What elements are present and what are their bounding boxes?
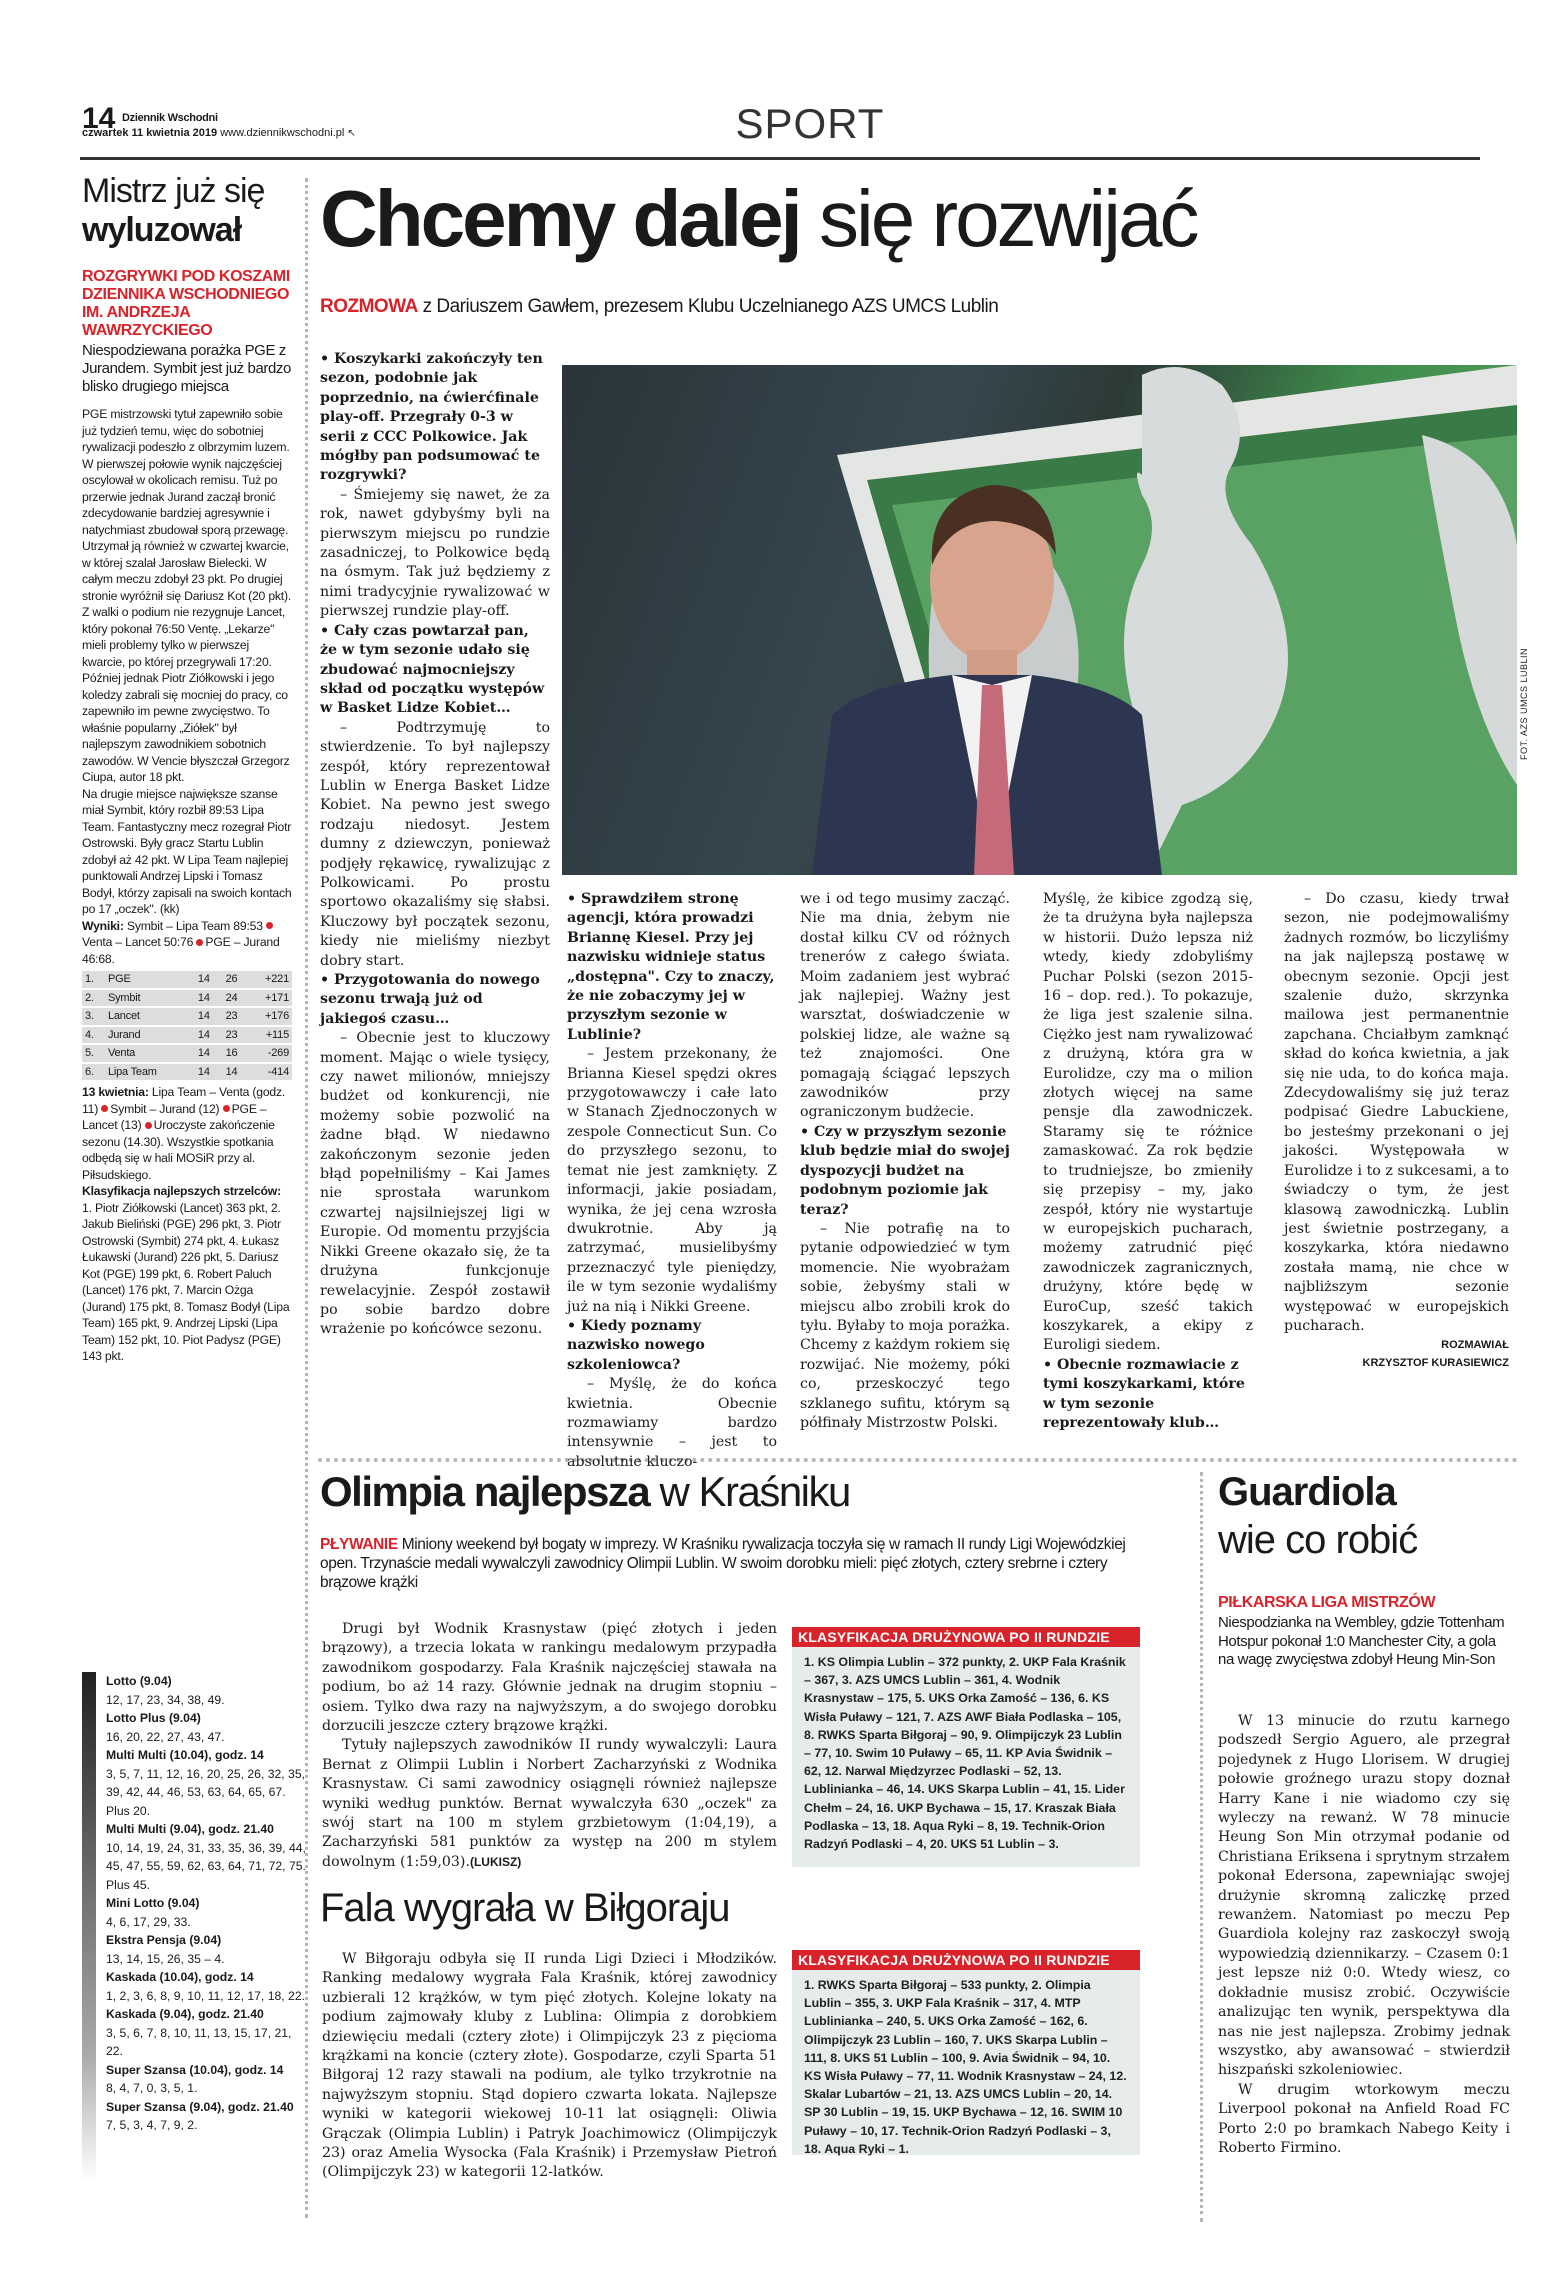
schedule-item: Lipa Team – Venta (godz. 11) [82, 1085, 286, 1116]
lotto-game-title: Super Szansa (10.04), godz. 14 [106, 2062, 284, 2077]
headline-light: w Kraśniku [659, 1468, 850, 1515]
interview-column-3 [800, 890, 1010, 1433]
schedule [82, 1084, 292, 1183]
schedule-label: 13 kwietnia: [82, 1085, 149, 1099]
left-article-title-line2: wyluzował [82, 211, 242, 249]
interview-headline [320, 174, 1196, 264]
issue-date-line [82, 127, 356, 139]
lotto-gradient-bar [82, 1672, 96, 2182]
header-rule [80, 157, 1480, 160]
fala-headline: Fala wygrała w Biłgoraju [320, 1886, 730, 1930]
team: Symbit [105, 990, 190, 1007]
classification-box-text: 1. KS Olimpia Lublin – 372 punkty, 2. UKP Fala Kraśnik – 367, 3. AZS UMCS Lublin – 361, 4. Wodnik Krasnystaw – 175, 5. UKS Orka Zamość – 136, 6. KS Wisła Puławy – 121, 7. AZS AWF Biała Podlaska – 105, 8. RWKS Sparta Biłgoraj – 90, 9. Olimpijczyk 23 Lublin – 77, 10. Swim 10 Puławy – 65, 11. KP Avia Świdnik – 62, 12. Narwal Międzyrzec Podlaski – 52, 13. Lublinianka – 46, 14. UKS Skarpa Lublin – 41, 15. Lider Chełm – 24, 16. UKP Bychawa – 15, 17. Kraszak Biała Podlaska – 13, 18. Aqua Ryki – 8, 19. Technik-Orion Radzyń Podlaski – 4, 20. UKS 51 Lublin – 3. [804, 1655, 1126, 1852]
section-divider [318, 1458, 1518, 1462]
classification-box-title: KLASYFIKACJA DRUŻYNOWA PO II RUNDZIE [792, 1627, 1140, 1647]
lotto-game-title: Kaskada (9.04), godz. 21.40 [106, 2007, 264, 2021]
table-row [82, 1027, 292, 1044]
olimpia-body [322, 1620, 777, 1872]
interview-question: • Cały czas powtarzał pan, że w tym sezonie udało się zbudować najmocniejszy skład od początku występów w Basket Lidze Kobiet… [320, 622, 545, 717]
pos: 1. [82, 971, 105, 988]
lotto-numbers: 10, 14, 19, 24, 31, 33, 35, 36, 39, 44, 45, 47, 55, 59, 62, 63, 64, 71, 72, 75. Plus 45. [106, 1840, 306, 1892]
lotto-game-title: Kaskada (10.04), godz. 14 [106, 1970, 254, 1984]
points: 14 [218, 1064, 246, 1081]
team: Lancet [105, 1008, 190, 1025]
team: Venta [105, 1045, 190, 1062]
interview-photo [562, 365, 1517, 875]
interview-question: • Koszykarki zakończyły ten sezon, podobnie jak poprzednio, na ćwierćfinale play-off. Przegrały 0-3 w serii z CCC Polkowice. Jak mógłby pan podsumować te rozgrywki? [320, 351, 543, 484]
guardiola-body [1218, 1712, 1510, 2158]
guardiola-headline-line2: wie co robić [1218, 1518, 1418, 1562]
byline-name: KRZYSZTOF KURASIEWICZ [1362, 1357, 1509, 1370]
interview-column-2 [567, 890, 777, 1472]
body-paragraph: Tytuły najlepszych zawodników II rundy wywalczyli: Laura Bernat z Olimpii Lublin i Norbert Zacharzyński z Wodnika Krasnystaw. Ci sami zawodnicy osiągnęli również najlepsze wyniki według punktów. Bernat wywalczyła 630 „oczek" za swój start na 100 m stylem grzbietowym (1:04,19), a Zacharzyński 581 punktów za występ na 200 m stylem dowolnym (1:59,03). [322, 1737, 777, 1870]
result: Venta – Lancet 50:76 [82, 935, 194, 949]
portrait-photo-illustration [562, 365, 1517, 875]
headline-bold: Olimpia najlepsza [320, 1468, 650, 1515]
table-row [82, 1045, 292, 1062]
author-tag: (LUKISZ) [469, 1854, 522, 1869]
bullet-dot-icon [196, 939, 203, 946]
classification-box-title: KLASYFIKACJA DRUŻYNOWA PO II RUNDZIE [792, 1950, 1140, 1970]
interview-question: • Czy w przyszłym sezonie klub będzie miał do swojej dyspozycji budżet na podobnym poziomie jak teraz? [800, 1123, 1010, 1218]
lotto-numbers: 16, 20, 22, 27, 43, 47. [106, 1729, 225, 1744]
lotto-game-title: Multi Multi (10.04), godz. 14 [106, 1748, 264, 1762]
interview-answer-continued: we i od tego musimy zacząć. Nie ma dnia, żebym nie dostał kilku CV od różnych trenerów z całego świata. Moim zadaniem jest wybrać jak najlepiej. Ważny jest warsztat, doświadczenie w polskiej lidze, ale ważne są też znajomości. One pomagają ściągać lepszych zawodników przy ograniczonym budżecie. [800, 891, 1010, 1121]
lotto-numbers: 1, 2, 3, 6, 8, 9, 10, 11, 12, 17, 18, 22. [106, 1988, 305, 2003]
lotto-game-title: Lotto Plus (9.04) [106, 1711, 201, 1725]
bullet-dot-icon [101, 1105, 108, 1112]
interview-answer: – Śmiejemy się nawet, że za rok, nawet gdybyśmy byli na pierwszym miejscu po rundzie zasadniczej, to Polkowice będą na ósmym. Tak już będziemy z nimi tradycyjnie rywalizować w pierwszej rundzie play-off. [320, 486, 550, 620]
body-paragraph: PGE mistrzowski tytuł zapewniło sobie już tydzień temu, więc do sobotniej rywalizacji podeszło z olbrzymim luzem. W pierwszej połowie wynik najczęściej oscylował w okolicach remisu. Tuż po przerwie jednak Jurand zaczął bronić zdecydowanie bardziej agresywnie i natychmiast zbudował sporą przewagę. Utrzymał ją również w czwartej kwarcie, w której szalał Jarosław Bielecki. W całym meczu zdobył 23 pkt. Po drugiej stronie wyróżnił się Dariusz Kot (20 pkt). [82, 407, 292, 603]
pos: 5. [82, 1045, 105, 1062]
website-link[interactable]: www.dziennikwschodni.pl [220, 127, 345, 139]
lotto-results [82, 1672, 306, 2192]
pos: 3. [82, 1008, 105, 1025]
venue: Wszystkie spotkania odbędą się w hali MOSiR przy al. Piłsudskiego. [82, 1134, 274, 1182]
interview-column-4 [1043, 890, 1253, 1433]
games: 14 [190, 1045, 218, 1062]
points: 23 [218, 1008, 246, 1025]
games: 14 [190, 990, 218, 1007]
interview-answer: – Myślę, że do końca kwietnia. Obecnie rozmawiamy bardzo intensywnie – jest to absolutnie kluczo- [567, 1376, 777, 1470]
byline-label: ROZMAWIAŁ [1441, 1339, 1509, 1352]
interview-answer: – Podtrzymuję to stwierdzenie. To był najlepszy zespół, który reprezentował Lublin w Energa Basket Lidze Kobiet. Na pewno jest swego rodzaju niedosyt. Jestem dumny z dziewczyn, ponieważ podjęły rękawicę, rywalizując z Polkowicami. Po prostu sportowo okazaliśmy się słabsi. Kluczowy był początek sezonu, kiedy nie mieliśmy niezbyt dobry start. [320, 719, 550, 969]
lotto-game-title: Lotto (9.04) [106, 1674, 172, 1688]
interview-column-5 [1284, 890, 1509, 1372]
lotto-numbers: 4, 6, 17, 29, 33. [106, 1914, 191, 1929]
olimpia-headline [320, 1468, 850, 1516]
body-paragraph: Z walki o podium nie rezygnuje Lancet, który pokonał 76:50 Ventę. „Lekarze" mieli problemy tylko w pierwszej kwarcie, po której przegrywali 17:20. Później jednak Piotr Ziółkowski i jego koledzy zabrali się mocniej do pracy, co zapewniło im pewne zwycięstwo. To właśnie popularny „Ziółek" był najlepszym zawodnikiem sobotnich zawodów. W Vencie błyszczał Grzegorz Ciupa, autor 18 pkt. [82, 605, 290, 784]
body-paragraph: W 13 minucie do rzutu karnego podszedł Sergio Aguero, ale przegrał pojedynek z Hugo Llorisem. W drugiej połowie groźnego urazu stopy doznał Harry Kane i nie wiadomo czy się wyleczy na rewanż. W 78 minucie Heung Son Min otrzymał podanie od Christiana Eriksena i sprytnym strzałem pokonał Edersona, zapewniając swojej drużynie skromną zaliczkę przed rewanżem. Natomiast po meczu Pep Guardiola kolejny raz zaskoczył swoją wypowiedzią dziennikarzy. – Czasem 0:1 jest lepsze niż 0:0. Wtedy wiesz, co dokładnie musisz zrobić. Oczywiście analizując ten wynik, perspektywa dla nas nie jest najlepsza. Zrobimy jednak wszystko, aby awansować – stwierdził hiszpański szkoleniowiec. [1218, 1713, 1510, 2079]
guardiola-lead: Niespodzianka na Wembley, gdzie Tottenham Hotspur pokonał 1:0 Manchester City, a gola na wagę zwycięstwa zdobył Heung Min-Son [1218, 1614, 1505, 1668]
lotto-numbers: 7, 5, 3, 4, 7, 9, 2. [106, 2118, 198, 2132]
issue-date: czwartek 11 kwietnia 2019 [82, 127, 218, 139]
lotto-game-title: Multi Multi (9.04), godz. 21.40 [106, 1822, 274, 1836]
interview-lead-label: ROZMOWA [320, 296, 418, 317]
bullet-dot-icon [145, 1122, 152, 1129]
team: PGE [105, 971, 190, 988]
diff: -414 [245, 1064, 292, 1081]
lotto-numbers: 3, 5, 7, 11, 12, 16, 20, 25, 26, 32, 35, 39, 42, 44, 46, 53, 63, 64, 65, 67. Plus 20. [106, 1766, 305, 1818]
interview-question: • Przygotowania do nowego sezonu trwają już od jakiegoś czasu… [320, 972, 540, 1027]
paper-name: Dziennik Wschodni [122, 112, 218, 124]
scorers-list: 1. Piotr Ziółkowski (Lancet) 363 pkt, 2. Jakub Bieliński (PGE) 296 pkt, 3. Piotr Ostrowski (Symbit) 274 pkt, 4. Łukasz Łukawski (Jurand) 226 pkt, 5. Dariusz Kot (PGE) 199 pkt, 6. Robert Paluch (Lancet) 176 pkt, 7. Marcin Ożga (Jurand) 175 pkt, 8. Tomasz Bodył (Lipa Team) 165 pkt, 9. Andrzej Lipski (Lipa Team) 152 pkt, 10. Piot Padysz (PGE) 143 pkt. [82, 1200, 290, 1363]
lotto-numbers: 8, 4, 7, 0, 3, 5, 1. [106, 2081, 198, 2095]
lotto-list [106, 1672, 306, 2135]
lotto-numbers: 3, 5, 6, 7, 8, 10, 11, 13, 15, 17, 21, 22. [106, 2025, 292, 2058]
left-article-title-line1: Mistrz już się [82, 172, 265, 210]
interview-lead-text: z Dariuszem Gawłem, prezesem Klubu Uczelnianego AZS UMCS Lublin [422, 296, 999, 317]
interview-column-1 [320, 350, 550, 1340]
body-paragraph: W drugim wtorkowym meczu Liverpool pokonał na Anfield Road FC Porto 2:0 po bramkach Nabego Keity i Roberto Firmino. [1218, 2081, 1510, 2156]
page-number: 14 [82, 102, 116, 135]
interview-answer: – Jestem przekonany, że Brianna Kiesel spędzi okres przygotowawczy i całe lato w Stanach Zjednoczonych w zespole Connecticut Sun. Co do przyszłego sezonu, to temat nie jest zamknięty. Z informacji, jakie posiadam, wynika, że jej cena wzrosła dwukrotnie. Aby ją zatrzymać, musielibyśmy przeznaczyć tyle pieniędzy, ile w tym sezonie wydaliśmy już na nią i Nikki Greene. [567, 1046, 777, 1315]
body-paragraph: Na drugie miejsce największe szanse miał Symbit, który rozbił 89:53 Lipa Team. Fantastyczny mecz rozegrał Piotr Ostrowski. Były gracz Startu Lublin zdobył aż 42 pkt. W Lipa Team najlepiej punktowali Andrzej Lipski i Tomasz Bodył, którzy zapisali na swoich kontach po 17 „oczek". (kk) [82, 786, 292, 916]
left-article-lead: Niespodziewana porażka PGE z Jurandem. Symbit jest już bardzo blisko drugiego miejsca [82, 342, 291, 395]
guardiola-headline-line1: Guardiola [1218, 1470, 1396, 1514]
body-paragraph: W Biłgoraju odbyła się II runda Ligi Dzieci i Młodzików. Ranking medalowy wygrała Fala Kraśnik, której zawodnicy uzbierali 12 krążków, w tym pięć złotych. Kolejne lokaty na podium zajmowały kluby z Lublina: Olimpia z dorobkiem dziewięciu medali (cztery złote) i Olimpijczyk 23 z pięcioma krążkami na koncie (cztery złote). Gospodarze, czyli Sparta 51 Biłgoraj 12 razy stawali na podium, ale tylko trzykrotnie na najwyższym stopniu. Stąd dopiero czwarta lokata. Najlepsze wyniki w kategorii wiekowej 10-11 lat osiągnęli: Oliwia Grączak (Olimpia Lublin) i Patryk Joachimowicz (Olimpijczyk 23) oraz Amelia Wysocka (Fala Kraśnik) i Przemysław Pietroń (Olimpijczyk 23) w kategorii 12-latków. [322, 1951, 777, 2181]
points: 23 [218, 1027, 246, 1044]
interview-question: • Sprawdziłem stronę agencji, która prowadzi Briannę Kiesel. Przy jej nazwisku widnieje status „dostępna". Czy to znaczy, że nie zobaczymy jej w przyszłym sezonie w Lublinie? [567, 891, 775, 1043]
bullet-dot-icon [266, 922, 273, 929]
guardiola-kicker: PIŁKARSKA LIGA MISTRZÓW [1218, 1594, 1436, 1611]
olimpia-lead-label: PŁYWANIE [320, 1536, 398, 1553]
headline-bold: Chcemy dalej [320, 174, 800, 263]
games: 14 [190, 1008, 218, 1025]
games: 14 [190, 1027, 218, 1044]
table-row [82, 1064, 292, 1081]
fala-body [322, 1950, 777, 2183]
scorers-label: Klasyfikacja najlepszych strzelców: [82, 1184, 281, 1198]
fala-classification-box [792, 1950, 1140, 2155]
interview-lead [320, 296, 998, 318]
diff: +115 [245, 1027, 292, 1044]
diff: +171 [245, 990, 292, 1007]
team: Jurand [105, 1027, 190, 1044]
table-row [82, 1008, 292, 1025]
schedule-item: PGE – Lancet (13) [82, 1101, 267, 1132]
left-article-kicker: ROZGRYWKI POD KOSZAMI DZIENNIKA WSCHODNIEGO IM. ANDRZEJA WAWRZYCKIEGO [82, 268, 290, 339]
bullet-dot-icon [223, 1105, 230, 1112]
table-row [82, 971, 292, 988]
interview-answer: – Do czasu, kiedy trwał sezon, nie podejmowaliśmy żadnych rozmów, bo liczyliśmy na jak najlepszą postawę w obecnym sezonie. Opcji jest szalenie dużo, skrzynka mailowa jest permanentnie zapchana. Chciałbym zamknąć skład do końca kwietnia, a jak się nie uda, to do końca maja. Zdecydowaliśmy się już teraz podpisać Giedre Labuckiene, bo jesteśmy przekonani o jej jakości. Występowała w Eurolidze i to z sukcesami, a to świadczy o tym, że jest klasową zawodniczką. Lublin jest świetnie postrzegany, a koszykarka, która niedawno została mamą, nie chce w najbliższym sezonie występować w europejskich pucharach. [1284, 891, 1509, 1334]
result: Symbit – Lipa Team 89:53 [126, 918, 263, 933]
diff: +176 [245, 1008, 292, 1025]
points: 16 [218, 1045, 246, 1062]
table-row [82, 990, 292, 1007]
lotto-numbers: 12, 17, 23, 34, 38, 49. [106, 1692, 225, 1707]
headline-light: się rozwijać [819, 174, 1197, 263]
body-paragraph: Drugi był Wodnik Krasnystaw (pięć złotych i jeden brązowy), a trzecia lokata w rankingu medalowym przypadła zawodnikom gospodarzy. Fala Kraśnik najczęściej stawała na podium, bo aż 14 razy. Głównie jednak na drugim stopniu – osiem. Tylko dwa razy na najwyższym, a do swojego dorobku dorzucili jeszcze cztery brązowe krążki. [322, 1621, 777, 1735]
diff: -269 [245, 1045, 292, 1062]
interview-answer: – Nie potrafię na to pytanie odpowiedzieć w tym momencie. Nie wyobrażam sobie, żebyśmy stali w miejscu albo zrobili krok do tyłu. Byłaby to moja porażka. Chcemy z każdym rokiem się rozwijać. Nie możemy, póki co, przeskoczyć tego szklanego sufitu, którym są półfinały Mistrzostw Polski. [800, 1220, 1010, 1431]
interview-answer: – Obecnie jest to kluczowy moment. Mając o wiele tysięcy, czy nawet milionów, mniejszy budżet od konkurencji, nie możemy sobie pozwolić na żadne błąd. W niedawno zakończonym sezonie jeden błąd popełniliśmy – Kai James nie sprostała warunkom czwartej najsilniejszej ligi w Europie. Od momentu przyjścia Nikki Greene okazało się, że ta drużyna funkcjonuje rewelacyjnie. Zespół zostawił po sobie bardzo dobre wrażenie po końcówce sezonu. [320, 1030, 550, 1338]
points: 26 [218, 971, 246, 988]
points: 24 [218, 990, 246, 1007]
lotto-game-title: Super Szansa (9.04), godz. 21.40 [106, 2099, 294, 2114]
interview-answer-continued: Myślę, że kibice zgodzą się, że ta drużyna była najlepsza w historii. Dużo lepsza niż wtedy, kiedy zdobyliśmy Puchar Polski (sezon 2015-16 – dop. red.). To pokazuje, że liga jest szalenie silna. Ciężko jest nam rywalizować z drużyną, która gra w Eurolidze, czy ma o milion złotych więcej na same pensje dla zawodniczek. Staramy się te różnice zamaskować. Za rok będzie to trudniejsze, bo zmieniły się przepisy – my, jako zespół, który nie wystartuje w europejskich pucharach, możemy zatrudnić pięć zawodniczek zagranicznych, drużyny, które będę w EuroCup, sześć takich koszykarek, a ekipy z Euroligi siedem. [1043, 891, 1253, 1354]
schedule-item: Uroczyste zakończenie sezonu (14.30). [82, 1118, 275, 1149]
pos: 2. [82, 990, 105, 1007]
section-title: SPORT [735, 100, 885, 147]
results [82, 918, 292, 968]
team: Lipa Team [105, 1064, 190, 1081]
interview-question: • Obecnie rozmawiacie z tymi koszykarkami, które w tym sezonie reprezentowały klub… [1043, 1356, 1245, 1431]
pos: 6. [82, 1064, 105, 1081]
lotto-game-title: Ekstra Pensja (9.04) [106, 1933, 222, 1947]
olimpia-classification-box [792, 1627, 1140, 1867]
lotto-numbers: 13, 14, 15, 26, 35 – 4. [106, 1951, 225, 1966]
schedule-item: Symbit – Jurand (12) [110, 1101, 220, 1116]
left-article [82, 172, 292, 1365]
olimpia-lead-text: Miniony weekend był bogaty w imprezy. W Kraśniku rywalizacja toczyła się w ramach II rundy Ligi Wojewódzkiej open. Trzynaście medali wywalczyli zawodnicy Olimpii Lublin. W swoim dorobku mieli: pięć złotych, cztery srebrne i cztery brązowe krążki [320, 1536, 1126, 1591]
interview-question: • Kiedy poznamy nazwisko nowego szkoleniowca? [567, 1317, 705, 1373]
photo-credit: FOT. AZS UMCS LUBLIN [1519, 647, 1529, 760]
result: PGE – Jurand 46:68. [82, 935, 280, 966]
results-label: Wyniki: [82, 918, 124, 933]
scorers [82, 1183, 292, 1365]
lotto-game-title: Mini Lotto (9.04) [106, 1896, 200, 1910]
column-divider-right [1200, 1472, 1203, 2222]
games: 14 [190, 971, 218, 988]
diff: +221 [245, 971, 292, 988]
standings-table [82, 969, 292, 1082]
cursor-icon: ↖ [347, 128, 356, 139]
games: 14 [190, 1064, 218, 1081]
pos: 4. [82, 1027, 105, 1044]
olimpia-lead [320, 1535, 1160, 1592]
left-article-body [82, 406, 292, 1365]
classification-box-text: 1. RWKS Sparta Biłgoraj – 533 punkty, 2. Olimpia Lublin – 355, 3. UKP Fala Kraśnik – 317, 4. MTP Lublinianka – 240, 5. UKS Orka Zamość – 162, 6. Olimpijczyk 23 Lublin – 160, 7. UKS Skarpa Lublin – 111, 8. UKS 51 Lublin – 100, 9. Avia Świdnik – 94, 10. KS Wisła Puławy – 77, 11. Wodnik Krasnystaw – 24, 12. Skalar Lubartów – 21, 13. AZS UMCS Lublin – 20, 14. SP 30 Lublin – 19, 15. UKP Bychawa – 12, 16. SWIM 10 Puławy – 10, 17. Technik-Orion Radzyń Podlaski – 3, 18. Aqua Ryki – 1. [804, 1978, 1127, 2156]
